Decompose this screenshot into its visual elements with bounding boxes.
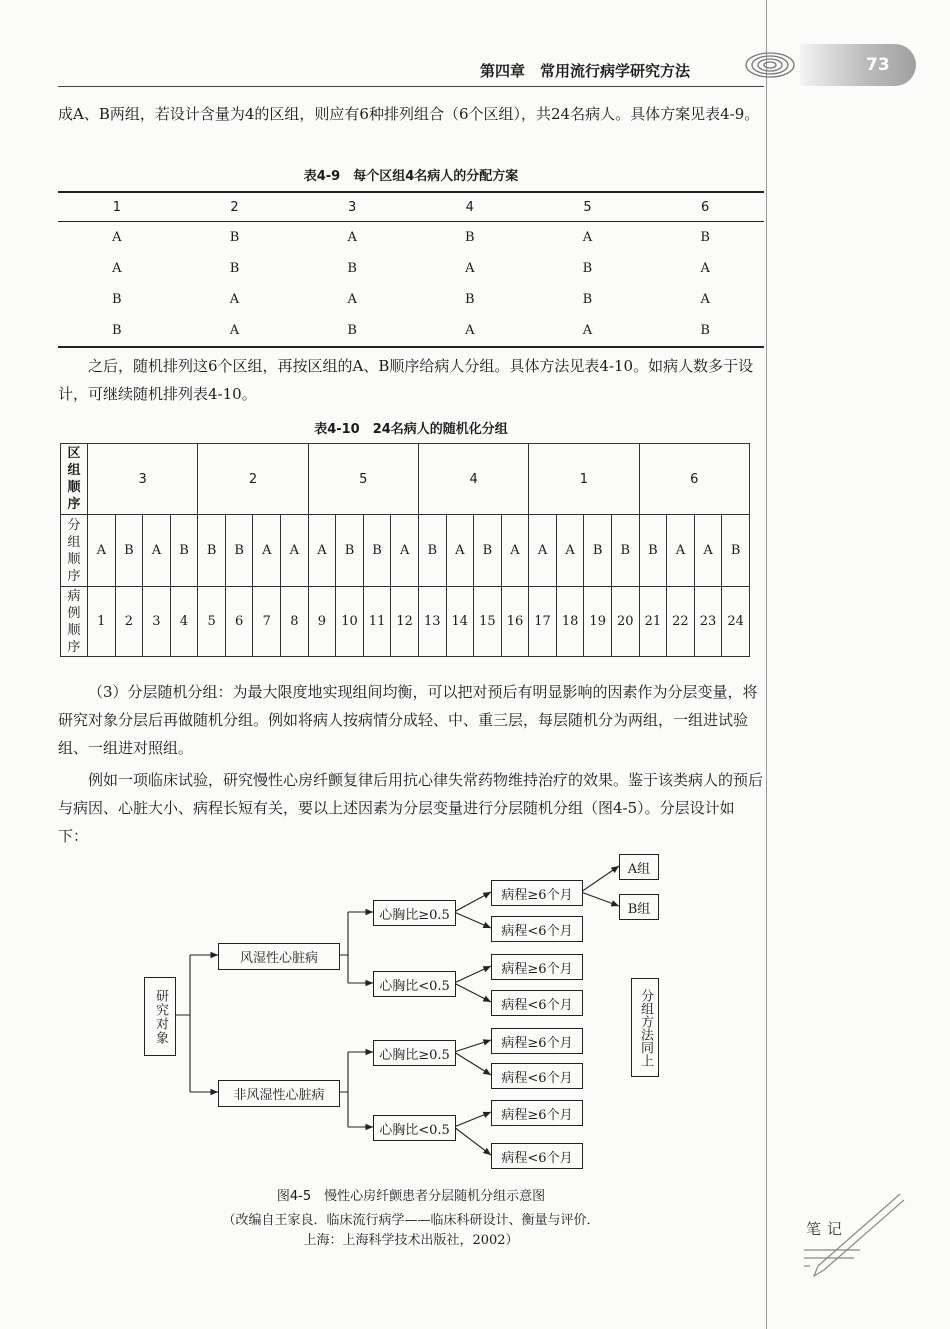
group-order-cell: B <box>418 515 446 587</box>
table-header-cell: 1 <box>58 192 176 222</box>
group-order-cell: B <box>639 515 667 587</box>
node-course-lt: 病程<6个月 <box>491 916 583 942</box>
table-cell: B <box>582 261 593 276</box>
group-order-cell: B <box>170 515 198 587</box>
case-order-cell: 8 <box>281 587 309 657</box>
block-order-cell: 4 <box>418 444 528 515</box>
table-cell: A <box>347 230 357 245</box>
table-cell: A <box>347 292 357 307</box>
group-order-cell: A <box>143 515 171 587</box>
table-cell: B <box>58 315 176 347</box>
table-cell: B <box>646 315 764 347</box>
row-label: 分 组 顺 序 <box>61 515 88 587</box>
table-cell: A <box>700 261 710 276</box>
node-course-lt: 病程<6个月 <box>491 1063 583 1089</box>
table-header-cell: 6 <box>646 192 764 222</box>
case-order-cell: 3 <box>143 587 171 657</box>
node-group-b: B组 <box>619 894 659 920</box>
paragraph: 成A、B两组，若设计含量为4的区组，则应有6种排列组合（6个区组），共24名病人。具体方案见表4-9。 <box>58 105 760 123</box>
group-order-cell: B <box>115 515 143 587</box>
node-cause-nonrheumatic: 非风湿性心脏病 <box>218 1080 340 1107</box>
case-order-cell: 1 <box>88 587 116 657</box>
case-order-cell: 17 <box>529 587 557 657</box>
case-order-cell: 14 <box>446 587 474 657</box>
case-order-cell: 18 <box>556 587 584 657</box>
table-cell: A <box>176 315 294 347</box>
table-cell: A <box>112 230 122 245</box>
node-ratio-ge: 心胸比≥0.5 <box>373 900 456 926</box>
node-course-ge: 病程≥6个月 <box>491 1028 583 1054</box>
node-ratio-lt: 心胸比<0.5 <box>373 1115 456 1141</box>
group-order-cell: B <box>198 515 226 587</box>
case-order-cell: 4 <box>170 587 198 657</box>
block-order-cell: 3 <box>88 444 198 515</box>
table-cell: B <box>229 261 240 276</box>
group-order-cell: A <box>529 515 557 587</box>
block-order-cell: 5 <box>308 444 418 515</box>
table-cell: A <box>700 292 710 307</box>
group-order-cell: B <box>336 515 364 587</box>
node-ratio-ge: 心胸比≥0.5 <box>373 1040 456 1066</box>
margin-note-label: 笔记 <box>806 1220 849 1238</box>
group-order-cell: A <box>308 515 336 587</box>
group-order-cell: A <box>88 515 116 587</box>
node-label: 分组方法同上 <box>638 988 653 1067</box>
table-cell: A <box>112 261 122 276</box>
table-cell: B <box>112 292 122 307</box>
case-order-cell: 24 <box>722 587 750 657</box>
table-cell: A <box>229 292 240 307</box>
node-same-method <box>631 978 659 1077</box>
group-order-cell: B <box>584 515 612 587</box>
node-label: 研究对象 <box>153 988 168 1045</box>
page-number: 73 <box>866 55 890 75</box>
block-order-cell: 6 <box>639 444 749 515</box>
group-order-cell: A <box>667 515 695 587</box>
table-header-cell: 2 <box>176 192 294 222</box>
paragraph: 之后，随机排列这6个区组，再按区组的A、B顺序给病人分组。具体方法见表4-10。如病人数多于设计，可继续随机排列表4-10。 <box>58 357 754 403</box>
group-order-cell: A <box>253 515 281 587</box>
node-group-a: A组 <box>619 854 659 880</box>
table-cell: B <box>465 292 475 307</box>
block-order-cell: 2 <box>198 444 308 515</box>
case-order-cell: 21 <box>639 587 667 657</box>
node-course-ge: 病程≥6个月 <box>491 954 583 980</box>
table-cell: B <box>582 292 593 307</box>
case-order-cell: 19 <box>584 587 612 657</box>
group-order-cell: B <box>363 515 391 587</box>
case-order-cell: 23 <box>694 587 722 657</box>
table-header-cell: 3 <box>293 192 411 222</box>
paragraph: （3）分层随机分组：为最大限度地实现组间均衡，可以把对预后有明显影响的因素作为分层变量，将研究对象分层后再做随机分组。例如将病人按病情分成轻、中、重三层，每层随机分为两组，一组进试验组、一组进对照组。 <box>58 683 758 757</box>
group-order-cell: B <box>474 515 502 587</box>
table-header-cell: 4 <box>411 192 529 222</box>
table-cell: A <box>411 315 529 347</box>
case-order-cell: 22 <box>667 587 695 657</box>
node-root <box>144 977 176 1056</box>
table-cell: B <box>700 230 710 245</box>
row-label: 区 组 顺 序 <box>61 444 88 515</box>
group-order-cell: B <box>611 515 639 587</box>
table-header-cell: 5 <box>529 192 647 222</box>
node-cause-rheumatic: 风湿性心脏病 <box>218 943 340 970</box>
case-order-cell: 7 <box>253 587 281 657</box>
paragraph: 例如一项临床试验，研究慢性心房纤颤复律后用抗心律失常药物维持治疗的效果。鉴于该类病人的预后与病因、心脏大小、病程长短有关，要以上述因素为分层变量进行分层随机分组（图4-5）。分层设计如下： <box>58 771 764 845</box>
node-course-lt: 病程<6个月 <box>491 1143 583 1169</box>
group-order-cell: A <box>446 515 474 587</box>
table-cell: B <box>347 261 357 276</box>
table-cell: B <box>229 230 240 245</box>
table-cell: A <box>465 261 475 276</box>
case-order-cell: 11 <box>363 587 391 657</box>
node-course-ge: 病程≥6个月 <box>491 880 583 906</box>
table-cell: A <box>529 315 647 347</box>
pen-icon <box>800 1188 910 1288</box>
figure-source-line2: 上海：上海科学技术出版社，2002） <box>303 1233 519 1248</box>
block-order-cell: 1 <box>529 444 639 515</box>
table-cell: A <box>582 230 593 245</box>
table-cell: B <box>293 315 411 347</box>
node-course-lt: 病程<6个月 <box>491 990 583 1016</box>
group-order-cell: A <box>556 515 584 587</box>
case-order-cell: 6 <box>225 587 253 657</box>
case-order-cell: 9 <box>308 587 336 657</box>
case-order-cell: 5 <box>198 587 226 657</box>
figure-source-line1: （改编自王家良．临床流行病学——临床科研设计、衡量与评价． <box>222 1213 600 1228</box>
row-label: 病 例 顺 序 <box>61 587 88 657</box>
group-order-cell: B <box>225 515 253 587</box>
group-order-cell: A <box>694 515 722 587</box>
node-ratio-lt: 心胸比<0.5 <box>373 971 456 997</box>
table-caption: 表4-9 每个区组4名病人的分配方案 <box>303 169 519 184</box>
case-order-cell: 16 <box>501 587 529 657</box>
case-order-cell: 10 <box>336 587 364 657</box>
case-order-cell: 15 <box>474 587 502 657</box>
group-order-cell: A <box>281 515 309 587</box>
figure-caption: 图4-5 慢性心房纤颤患者分层随机分组示意图 <box>276 1189 546 1204</box>
group-order-cell: B <box>722 515 750 587</box>
group-order-cell: A <box>501 515 529 587</box>
case-order-cell: 2 <box>115 587 143 657</box>
table-cell: B <box>465 230 475 245</box>
case-order-cell: 12 <box>391 587 419 657</box>
case-order-cell: 13 <box>418 587 446 657</box>
group-order-cell: A <box>391 515 419 587</box>
chapter-title: 第四章 常用流行病学研究方法 <box>480 62 691 80</box>
table-caption: 表4-10 24名病人的随机化分组 <box>314 422 508 437</box>
case-order-cell: 20 <box>611 587 639 657</box>
node-course-ge: 病程≥6个月 <box>491 1100 583 1126</box>
